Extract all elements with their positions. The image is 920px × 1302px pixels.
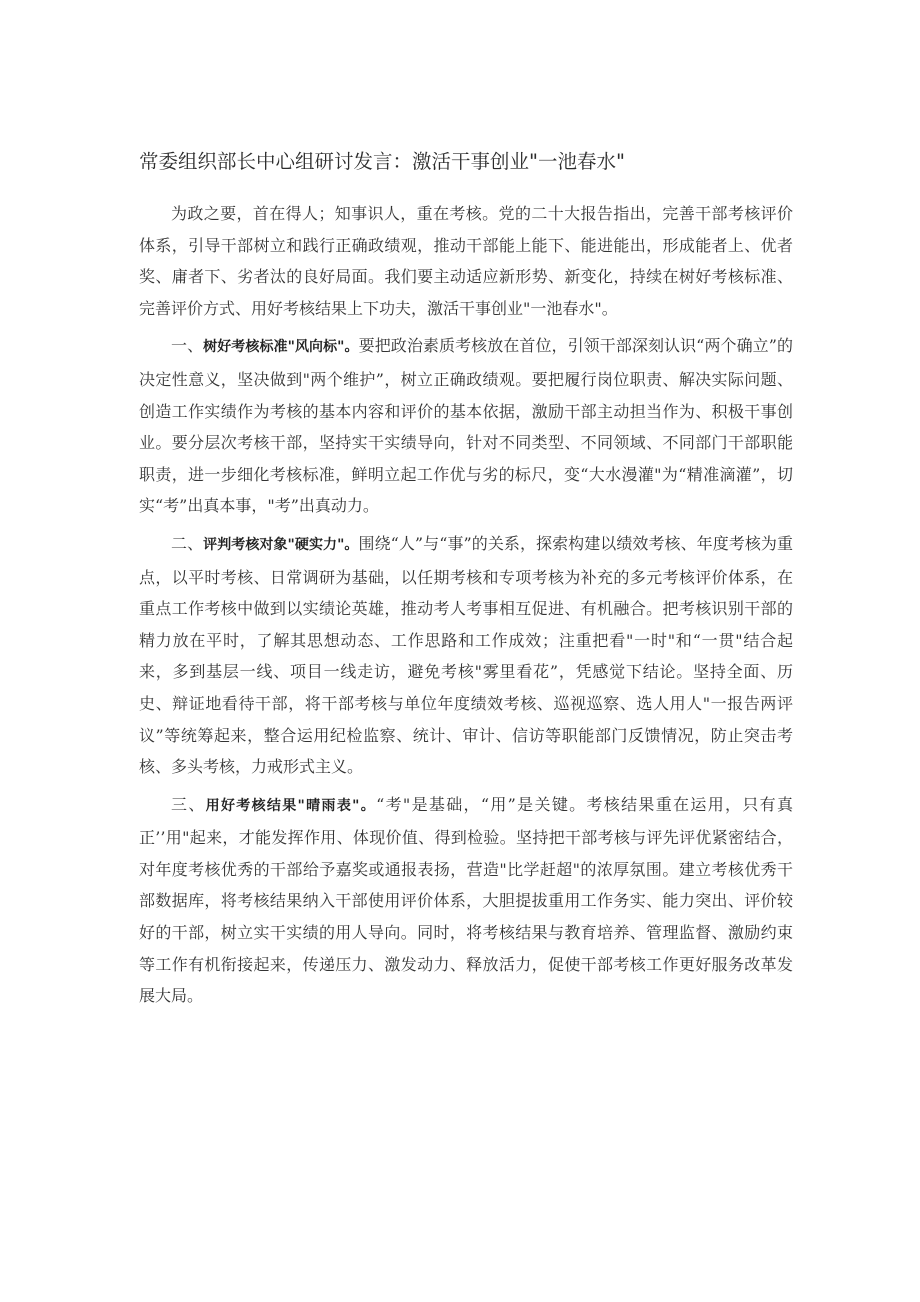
section-2-text: 围绕“人”与“事”的关系，探索构建以绩效考核、年度考核为重点，以平时考核、日常调研为基础，以任期考核和专项考核为补充的多元考核评价体系，在重点工作考核中做到以实绩论英雄，推动考人考事相互促进、有机融合。把考核识别干部的精力放在平时，了解其思想动态、工作思路和工作成效；注重把看"一时"和“一贯"结合起来，多到基层一线、项目一线走访，避免考核"雾里看花”，凭感觉下结论。坚持全面、历史、辩证地看待干部，将干部考核与单位年度绩效考核、巡视巡察、选人用人"一报告两评议”等统筹起来，整合运用纪检监察、统计、审计、信访等职能部门反馈情况，防止突击考核、多头考核，力戒形式主义。 — [139, 533, 793, 777]
section-1-text: 要把政治素质考核放在首位，引领干部深刻认识“两个确立”的决定性意义，坚决做到"两个维护”，树立正确政绩观。要把履行岗位职责、解决实际问题、创造工作实绩作为考核的基本内容和评价的基本依据，激励干部主动担当作为、积极干事创业。要分层次考核干部，坚持实干实绩导向，针对不同类型、不同领域、不同部门干部职能职责，进一步细化考核标准，鲜明立起工作优与劣的标尺，变“大水漫灌"为“精准滴灌”，切实“考”出真本事，"考”出真动力。 — [139, 336, 793, 516]
section-2-paragraph — [139, 528, 793, 783]
intro-paragraph: 为政之要，首在得人；知事识人，重在考核。党的二十大报告指出，完善干部考核评价体系，引导干部树立和践行正确政绩观，推动干部能上能下、能进能出，形成能者上、优者奖、庸者下、劣者汰的良好局面。我们要主动适应新形势、新变化，持续在树好考核标准、完善评价方式、用好考核结果上下功夫，激活干事创业"一池春水"。 — [139, 204, 793, 318]
document-title: 常委组织部长中心组研讨发言：激活干事创业"一池春水" — [139, 150, 625, 173]
section-2-number: 二、 — [171, 533, 204, 553]
section-1-heading: 树好考核标准"风向标"。 — [203, 339, 359, 356]
section-1-number: 一、 — [171, 336, 204, 356]
section-2-heading: 评判考核对象"硬实力"。 — [203, 536, 359, 553]
document-body — [139, 198, 793, 1018]
section-3-heading: 用好考核结果"晴雨表"。 — [205, 797, 377, 814]
section-3-text: “考"是基础，“用”是关键。考核结果重在运用，只有真正’’用"起来，才能发挥作用、体现价值、得到检验。坚持把干部考核与评先评优紧密结合，对年度考核优秀的干部给予嘉奖或通报表扬，营造"比学赶超"的浓厚氛围。建立考核优秀干部数据库，将考核结果纳入干部使用评价体系，大胆提拔重用工作务实、能力突出、评价较好的干部，树立实干实绩的用人导向。同时，将考核结果与教育培养、管理监督、激励约束等工作有机衔接起来，传递压力、激发动力、释放活力，促使干部考核工作更好服务改革发展大局。 — [139, 794, 793, 1006]
section-1-paragraph — [139, 330, 793, 522]
section-3-paragraph — [139, 789, 793, 1012]
section-3-number: 三、 — [171, 794, 206, 814]
